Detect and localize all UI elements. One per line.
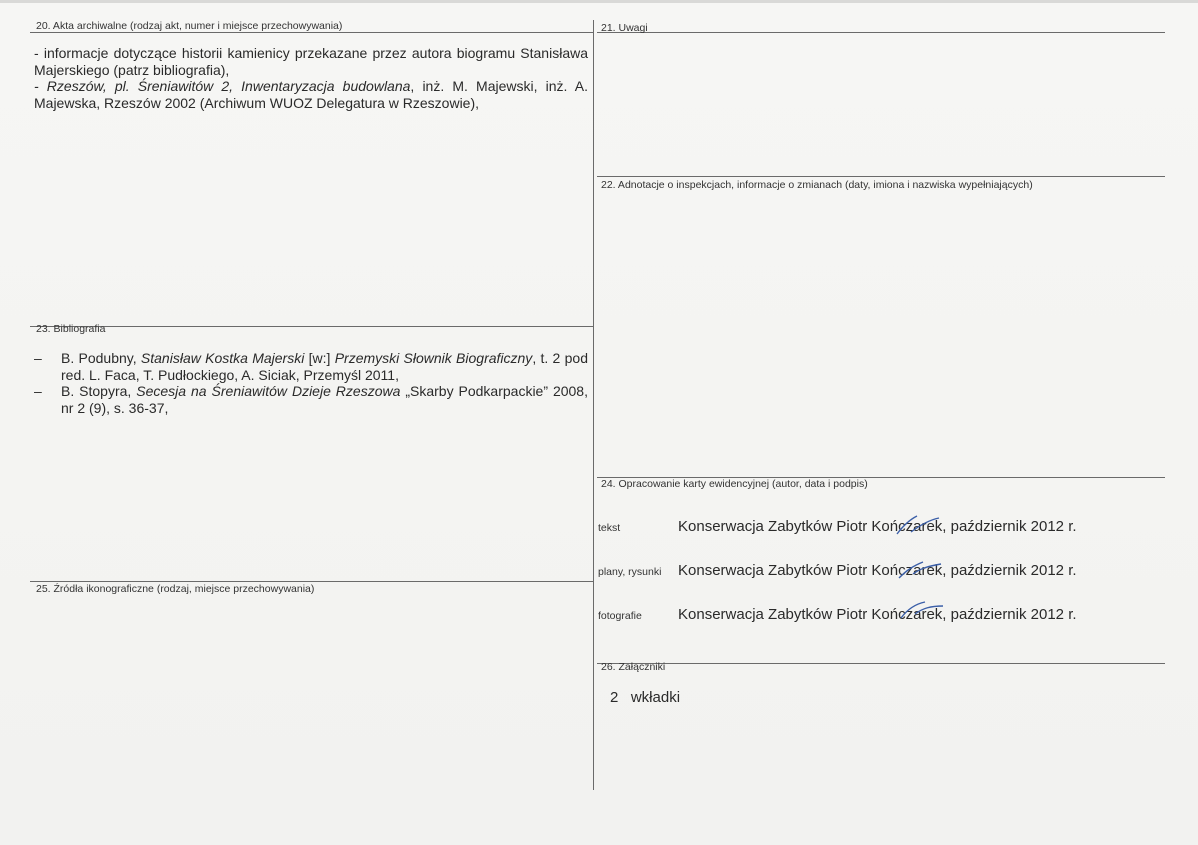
author-row-text bbox=[598, 518, 1158, 538]
attachments-value: 2 wkładki bbox=[610, 689, 681, 706]
bibliography-item: – B. Stopyra, Secesja na Śreniawitów Dzieje Rzeszowa „Skarby Podkarpackie” 2008, nr 2 (9), s. 36-37, bbox=[34, 383, 588, 416]
section-24-label: 24. Opracowanie karty ewidencyjnej (autor, data i podpis) bbox=[601, 478, 868, 490]
section-22-label: 22. Adnotacje o inspekcjach, informacje o zmianach (daty, imiona i nazwiska wypełniających) bbox=[601, 179, 1033, 191]
section-23-label: 23. Bibliografia bbox=[36, 323, 106, 335]
author-row-key: tekst bbox=[598, 522, 621, 534]
author-row-key: fotografie bbox=[598, 610, 642, 622]
section-21-label: 21. Uwagi bbox=[601, 22, 648, 34]
author-row-photos bbox=[598, 606, 1158, 626]
rule-s21-top bbox=[597, 32, 1165, 33]
scan-edge bbox=[0, 0, 1198, 3]
author-row-key: plany, rysunki bbox=[598, 566, 662, 578]
bibliography-item: – B. Podubny, Stanisław Kostka Majerski [w:] Przemyski Słownik Biograficzny, t. 2 pod red. L. Faca, T. Pudłockiego, A. Siciak, Przemyśl 2011, bbox=[34, 350, 588, 383]
author-row-value: Konserwacja Zabytków Piotr Kończarek, październik 2012 r. bbox=[678, 606, 1077, 623]
rule-s22-top bbox=[597, 176, 1165, 177]
rule-s26-top bbox=[597, 663, 1165, 664]
author-row-plans bbox=[598, 562, 1158, 582]
archive-item-2: - Rzeszów, pl. Śreniawitów 2, Inwentaryzacja budowlana, inż. M. Majewski, inż. A. Majewska, Rzeszów 2002 (Archiwum WUOZ Delegatura w Rzeszowie), bbox=[34, 78, 589, 111]
rule-s20-top bbox=[30, 32, 594, 33]
section-20-text bbox=[34, 45, 588, 111]
author-row-value: Konserwacja Zabytków Piotr Kończarek, październik 2012 r. bbox=[678, 518, 1077, 535]
author-row-value: Konserwacja Zabytków Piotr Kończarek, październik 2012 r. bbox=[678, 562, 1077, 579]
bibliography-list bbox=[34, 350, 588, 416]
section-26-label: 26. Załączniki bbox=[601, 661, 666, 673]
archive-item-1: - informacje dotyczące historii kamienicy przekazane przez autora biogramu Stanisława Majerskiego (patrz bibliografia), bbox=[34, 45, 588, 78]
rule-center-vertical bbox=[593, 20, 594, 790]
section-25-label: 25. Źródła ikonograficzne (rodzaj, miejsce przechowywania) bbox=[36, 583, 315, 595]
rule-s23-top bbox=[30, 326, 594, 327]
rule-s25-top bbox=[30, 581, 594, 582]
section-20-label: 20. Akta archiwalne (rodzaj akt, numer i miejsce przechowywania) bbox=[36, 20, 343, 32]
